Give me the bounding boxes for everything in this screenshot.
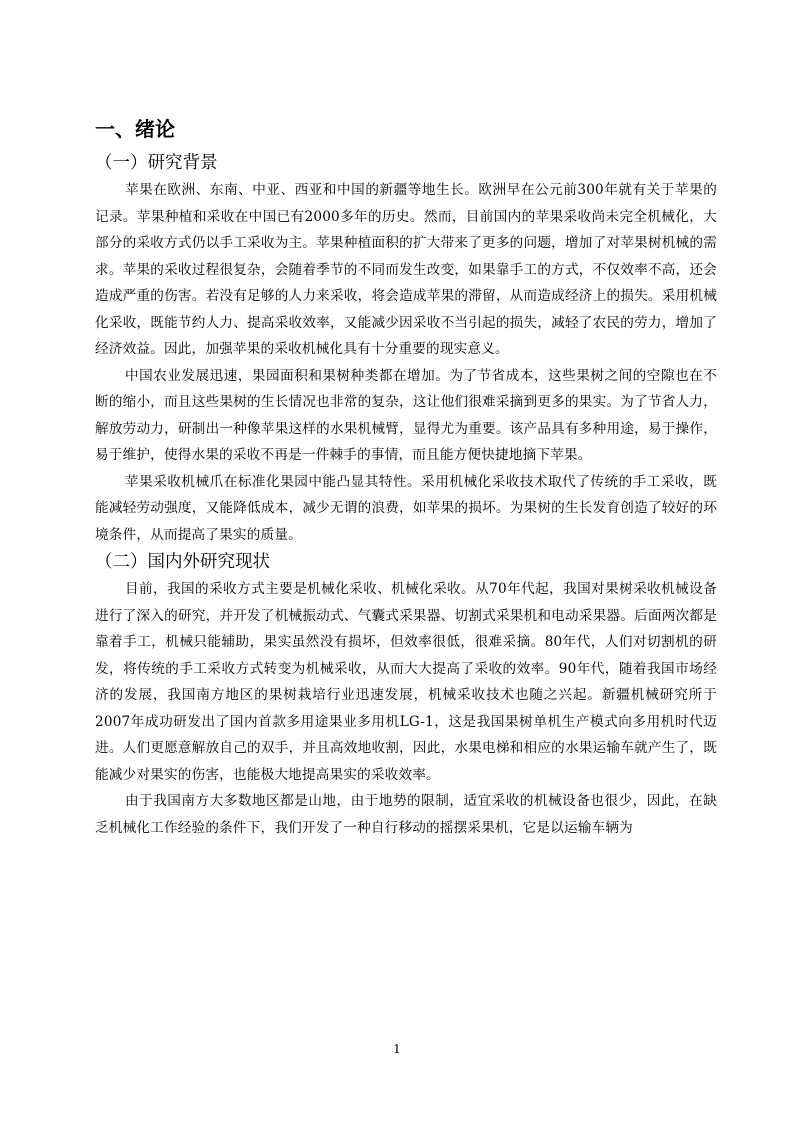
paragraph: 中国农业发展迅速，果园面积和果树种类都在增加。为了节省成本，这些果树之间的空隙也在不断的缩小，而且这些果树的生长情况也非常的复杂，这让他们很难采摘到更多的果实。为了节省人力，解放劳动力，研制出一种像苹果这样的水果机械臂，显得尤为重要。该产品具有多种用途，易于操作，易于维护，使得水果的采收不再是一件棘手的事情，而且能方便快捷地摘下苹果。 <box>95 367 717 463</box>
paragraph: 苹果采收机械爪在标准化果园中能凸显其特性。采用机械化采收技术取代了传统的手工采收，既能减轻劳动强度，又能降低成本，减少无谓的浪费，如苹果的损坏。为果树的生长发育创造了较好的环境条件，从而提高了果实的质量。 <box>95 473 717 543</box>
chapter-title: 一、绪论 <box>95 117 175 141</box>
paragraph: 苹果在欧洲、东南、中亚、西亚和中国的新疆等地生长。欧洲早在公元前300年就有关于苹果的记录。苹果种植和采收在中国已有2000多年的历史。然而，目前国内的苹果采收尚未完全机械化，大部分的采收方式仍以手工采收为主。苹果种植面积的扩大带来了更多的问题，增加了对苹果树机械的需求。苹果的采收过程很复杂，会随着季节的不同而发生改变，如果靠手工的方式，不仅效率不高，还会造成严重的伤害。若没有足够的人力来采收，将会造成苹果的滞留，从而造成经济上的损失。采用机械化采收，既能节约人力、提高采收效率，又能减少因采收不当引起的损失，减轻了农民的劳力，增加了经济效益。因此，加强苹果的采收机械化具有十分重要的现实意义。 <box>95 182 717 357</box>
paragraph: 由于我国南方大多数地区都是山地，由于地势的限制，适宜采收的机械设备也很少，因此，在缺乏机械化工作经验的条件下，我们开发了一种自行移动的摇摆采果机，它是以运输车辆为 <box>95 793 717 836</box>
page-body <box>95 113 717 841</box>
section-title-research-status: （二）国内外研究现状 <box>95 552 270 572</box>
section-title-background: （一）研究背景 <box>95 153 218 173</box>
paragraph: 目前，我国的采收方式主要是机械化采收、机械化采收。从70年代起，我国对果树采收机械设备进行了深入的研究，并开发了机械振动式、气囊式采果器、切割式采果机和电动采果器。后面两次都是靠着手工，机械只能辅助，果实虽然没有损坏，但效率很低，很难采摘。80年代，人们对切割机的研发，将传统的手工采收方式转变为机械采收，从而大大提高了采收的效率。90年代，随着我国市场经济的发展，我国南方地区的果树栽培行业迅速发展，机械采收技术也随之兴起。新疆机械研究所于2007年成功研发出了国内首款多用途果业多用机LG-1，这是我国果树单机生产模式向多用机时代迈进。人们更愿意解放自己的双手，并且高效地收割，因此，水果电梯和相应的水果运输车就产生了，既能减少对果实的伤害，也能极大地提高果实的采收效率。 <box>95 581 717 783</box>
page-number: 1 <box>393 1042 401 1056</box>
